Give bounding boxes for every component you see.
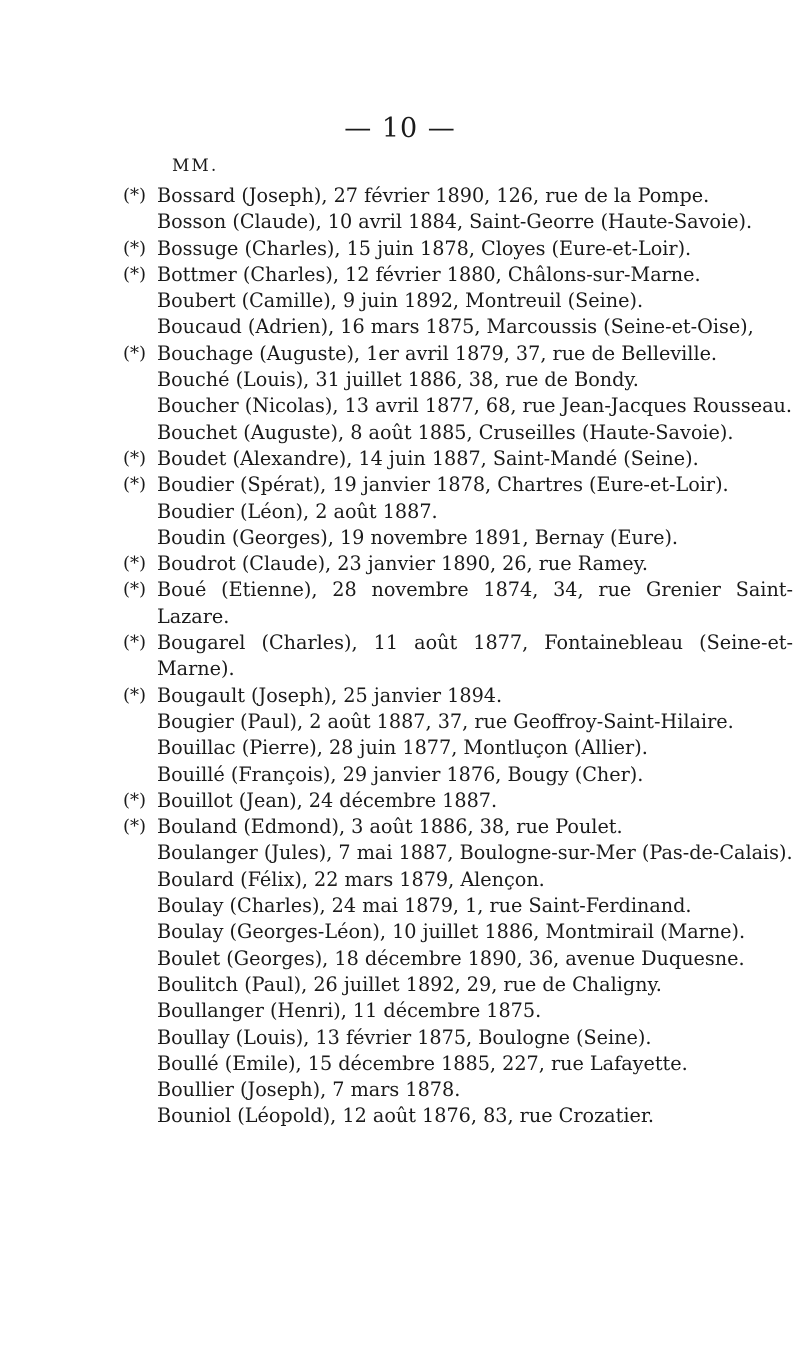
entry-text: Bouillot (Jean), 24 décembre 1887. xyxy=(157,788,498,812)
entry-text: Boudin (Georges), 19 novembre 1891, Bernay (Eure). xyxy=(157,525,679,549)
list-item xyxy=(123,683,793,709)
page-number: — 10 — xyxy=(344,113,456,144)
asterisk-marker: (*) xyxy=(123,342,147,364)
entry-text: Boulard (Félix), 22 mars 1879, Alençon. xyxy=(157,867,545,891)
list-item xyxy=(157,499,793,525)
entry-list xyxy=(0,183,800,1130)
list-item xyxy=(157,867,793,893)
list-item xyxy=(157,919,793,945)
asterisk-marker: (*) xyxy=(123,474,147,496)
asterisk-marker: (*) xyxy=(123,185,147,206)
entry-text: Boullanger (Henri), 11 décembre 1875. xyxy=(157,999,542,1023)
asterisk-marker: (*) xyxy=(123,632,147,654)
list-item xyxy=(123,183,793,209)
list-item xyxy=(157,1077,793,1103)
asterisk-marker: (*) xyxy=(123,789,147,811)
list-item xyxy=(157,525,793,551)
list-item xyxy=(123,577,793,630)
asterisk-marker: (*) xyxy=(123,816,147,838)
entry-text: Bouland (Edmond), 3 août 1886, 38, rue Poulet. xyxy=(157,815,623,839)
asterisk-marker: (*) xyxy=(123,447,147,469)
entry-text: Boulay (Georges-Léon), 10 juillet 1886, Montmirail (Marne). xyxy=(157,920,746,944)
entry-text: Bottmer (Charles), 12 février 1880, Châlons-sur-Marne. xyxy=(157,262,701,286)
asterisk-marker: (*) xyxy=(123,263,147,285)
entry-text: Boué (Etienne), 28 novembre 1874, 34, rue Grenier Saint-Lazare. xyxy=(157,578,793,628)
list-item xyxy=(123,236,793,262)
list-item xyxy=(157,1025,793,1051)
entry-text: Boudrot (Claude), 23 janvier 1890, 26, rue Ramey. xyxy=(157,552,649,576)
list-item xyxy=(157,367,793,393)
entry-text: Bougier (Paul), 2 août 1887, 37, rue Geoffroy-Saint-Hilaire. xyxy=(157,709,734,733)
entry-text: Boudet (Alexandre), 14 juin 1887, Saint-Mandé (Seine). xyxy=(157,446,699,470)
entry-text: Boulet (Georges), 18 décembre 1890, 36, avenue Duquesne. xyxy=(157,946,745,970)
list-item xyxy=(157,840,793,866)
entry-text: Bougault (Joseph), 25 janvier 1894. xyxy=(157,683,503,707)
asterisk-marker: (*) xyxy=(123,579,147,601)
entry-text: Boubert (Camille), 9 juin 1892, Montreuil (Seine). xyxy=(157,289,644,313)
list-item xyxy=(123,551,793,577)
entry-text: Bossard (Joseph), 27 février 1890, 126, rue de la Pompe. xyxy=(157,184,710,207)
entry-text: Bouillac (Pierre), 28 juin 1877, Montluçon (Allier). xyxy=(157,736,648,760)
list-item xyxy=(157,420,793,446)
list-item xyxy=(157,946,793,972)
list-item xyxy=(157,209,793,235)
asterisk-marker: (*) xyxy=(123,237,147,259)
entry-text: Bouillé (François), 29 janvier 1876, Bougy (Cher). xyxy=(157,762,644,786)
list-item xyxy=(123,262,793,288)
entry-text: Boulay (Charles), 24 mai 1879, 1, rue Saint-Ferdinand. xyxy=(157,894,692,918)
entry-text: Boullé (Emile), 15 décembre 1885, 227, rue Lafayette. xyxy=(157,1051,688,1075)
asterisk-marker: (*) xyxy=(123,553,147,575)
list-item xyxy=(157,709,793,735)
entry-text: Bouchet (Auguste), 8 août 1885, Cruseilles (Haute-Savoie). xyxy=(157,420,734,444)
list-item xyxy=(157,393,793,419)
entry-text: Bossuge (Charles), 15 juin 1878, Cloyes (Eure-et-Loir). xyxy=(157,236,692,260)
entry-text: Boudier (Léon), 2 août 1887. xyxy=(157,499,438,523)
list-item xyxy=(157,314,793,340)
entry-text: Bosson (Claude), 10 avril 1884, Saint-Georre (Haute-Savoie). xyxy=(157,210,753,234)
list-item xyxy=(157,1103,793,1129)
list-item xyxy=(157,998,793,1024)
list-item xyxy=(157,893,793,919)
entry-text: Bouché (Louis), 31 juillet 1886, 38, rue de Bondy. xyxy=(157,368,639,392)
asterisk-marker: (*) xyxy=(123,684,147,706)
salutation-heading: MM. xyxy=(172,156,219,176)
entry-text: Bouniol (Léopold), 12 août 1876, 83, rue Crozatier. xyxy=(157,1104,654,1128)
list-item xyxy=(157,1051,793,1077)
list-item xyxy=(123,630,793,683)
list-item xyxy=(157,288,793,314)
entry-text: Boulanger (Jules), 7 mai 1887, Boulogne-sur-Mer (Pas-de-Calais). xyxy=(157,841,793,865)
list-item xyxy=(157,735,793,761)
entry-text: Boucaud (Adrien), 16 mars 1875, Marcoussis (Seine-et-Oise), xyxy=(157,315,754,339)
list-item xyxy=(123,472,793,498)
list-item xyxy=(123,341,793,367)
entry-text: Bouchage (Auguste), 1er avril 1879, 37, rue de Belleville. xyxy=(157,341,718,365)
list-item xyxy=(123,788,793,814)
list-item xyxy=(123,446,793,472)
entry-text: Boudier (Spérat), 19 janvier 1878, Chartres (Eure-et-Loir). xyxy=(157,473,729,497)
entry-text: Boulitch (Paul), 26 juillet 1892, 29, rue de Chaligny. xyxy=(157,972,662,996)
entry-text: Boullier (Joseph), 7 mars 1878. xyxy=(157,1078,461,1102)
entry-text: Boullay (Louis), 13 février 1875, Boulogne (Seine). xyxy=(157,1025,652,1049)
entry-text: Bougarel (Charles), 11 août 1877, Fontainebleau (Seine-et-Marne). xyxy=(157,631,793,681)
list-item xyxy=(157,972,793,998)
entry-text: Boucher (Nicolas), 13 avril 1877, 68, rue Jean-Jacques Rousseau. xyxy=(157,394,792,418)
list-item xyxy=(123,814,793,840)
list-item xyxy=(157,762,793,788)
